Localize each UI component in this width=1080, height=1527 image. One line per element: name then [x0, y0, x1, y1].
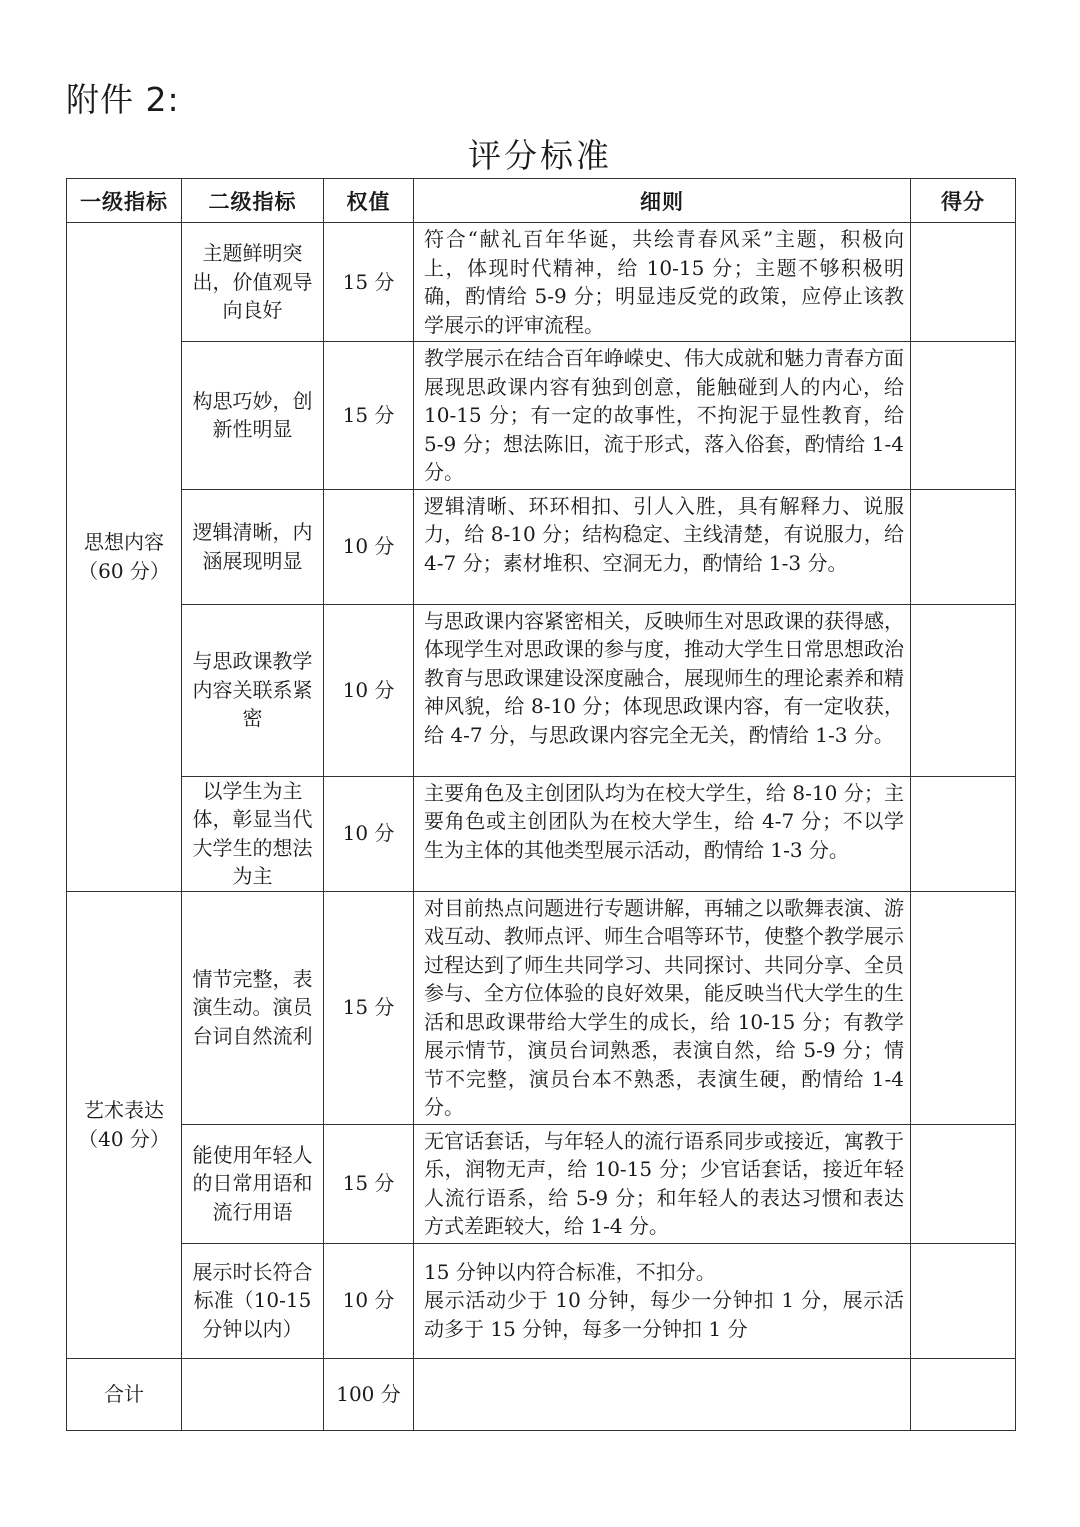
weight-cell: 15 分 [324, 223, 414, 342]
attachment-label: 附件 2: [66, 80, 180, 119]
weight-cell: 10 分 [324, 604, 414, 776]
indicator-cell: 与思政课教学内容关联系紧密 [182, 604, 324, 776]
scoring-table [66, 178, 1016, 1431]
detail-line: 15 分钟以内符合标准，不扣分。 [424, 1259, 716, 1284]
score-cell[interactable] [911, 223, 1016, 342]
header-detail: 细则 [414, 179, 911, 223]
table-row [67, 604, 1016, 776]
detail-cell: 无官话套话，与年轻人的流行语系同步或接近，寓教于乐，润物无声，给 10-15 分；少官话套话，接近年轻人流行语系，给 5-9 分；和年轻人的表达习惯和表达方式差距较大，给 1-4 分。 [414, 1124, 911, 1243]
header-level1: 一级指标 [67, 179, 182, 223]
score-cell[interactable] [911, 604, 1016, 776]
indicator-cell: 构思巧妙，创新性明显 [182, 342, 324, 490]
detail-line: 展示活动少于 10 分钟，每少一分钟扣 1 分，展示活动多于 15 分钟，每多一分钟扣 1 分 [424, 1288, 904, 1341]
weight-cell: 10 分 [324, 776, 414, 891]
header-level2: 二级指标 [182, 179, 324, 223]
total-detail-cell [414, 1358, 911, 1430]
table-row [67, 1243, 1016, 1358]
score-cell[interactable] [911, 776, 1016, 891]
detail-cell: 教学展示在结合百年峥嵘史、伟大成就和魅力青春方面展现思政课内容有独到创意，能触碰到人的内心，给 10-15 分；有一定的故事性，不拘泥于显性教育，给 5-9 分；想法陈旧，流于形式，落入俗套，酌情给 1-4 分。 [414, 342, 911, 490]
level1-cell [67, 223, 182, 892]
total-row [67, 1358, 1016, 1430]
score-cell[interactable] [911, 891, 1016, 1124]
detail-cell: 与思政课内容紧密相关，反映师生对思政课的获得感，体现学生对思政课的参与度，推动大学生日常思想政治教育与思政课建设深度融合，展现师生的理论素养和精神风貌，给 8-10 分；体现思政课内容，有一定收获，给 4-7 分，与思政课内容完全无关，酌情给 1-3 分。 [414, 604, 911, 776]
detail-cell: 主要角色及主创团队均为在校大学生，给 8-10 分；主要角色或主创团队为在校大学生，给 4-7 分；不以学生为主体的其他类型展示活动，酌情给 1-3 分。 [414, 776, 911, 891]
indicator-cell: 情节完整，表演生动。演员台词自然流利 [182, 891, 324, 1124]
total-indicator-cell [182, 1358, 324, 1430]
score-cell[interactable] [911, 1243, 1016, 1358]
indicator-cell: 展示时长符合标准（10-15 分钟以内） [182, 1243, 324, 1358]
table-row [67, 223, 1016, 342]
level1-name: 思想内容 [84, 530, 164, 555]
weight-cell: 15 分 [324, 1124, 414, 1243]
level1-cell [67, 891, 182, 1358]
indicator-cell: 能使用年轻人的日常用语和流行用语 [182, 1124, 324, 1243]
detail-cell [414, 1243, 911, 1358]
level1-subtotal: （60 分） [78, 558, 170, 583]
total-label: 合计 [67, 1358, 182, 1430]
total-score-cell[interactable] [911, 1358, 1016, 1430]
document-title: 评分标准 [468, 136, 612, 175]
weight-cell: 10 分 [324, 489, 414, 604]
table-row [67, 776, 1016, 891]
weight-cell: 10 分 [324, 1243, 414, 1358]
total-weight: 100 分 [324, 1358, 414, 1430]
level1-subtotal: （40 分） [78, 1126, 170, 1151]
indicator-cell: 逻辑清晰，内涵展现明显 [182, 489, 324, 604]
table-header-row [67, 179, 1016, 223]
weight-cell: 15 分 [324, 342, 414, 490]
indicator-cell: 以学生为主体，彰显当代大学生的想法为主 [182, 776, 324, 891]
detail-cell: 对目前热点问题进行专题讲解，再辅之以歌舞表演、游戏互动、教师点评、师生合唱等环节，使整个教学展示过程达到了师生共同学习、共同探讨、共同分享、全员参与、全方位体验的良好效果，能反映当代大学生的生活和思政课带给大学生的成长，给 10-15 分；有教学展示情节，演员台词熟悉，表演自然，给 5-9 分；情节不完整，演员台本不熟悉，表演生硬，酌情给 1-4 分。 [414, 891, 911, 1124]
score-cell[interactable] [911, 342, 1016, 490]
indicator-cell: 主题鲜明突出，价值观导向良好 [182, 223, 324, 342]
table-row [67, 489, 1016, 604]
score-cell[interactable] [911, 1124, 1016, 1243]
score-cell[interactable] [911, 489, 1016, 604]
table-row [67, 891, 1016, 1124]
header-weight: 权值 [324, 179, 414, 223]
level1-name: 艺术表达 [84, 1098, 164, 1122]
table-row [67, 1124, 1016, 1243]
detail-cell: 逻辑清晰、环环相扣、引人入胜，具有解释力、说服力，给 8-10 分；结构稳定、主线清楚，有说服力，给 4-7 分；素材堆积、空洞无力，酌情给 1-3 分。 [414, 489, 911, 604]
weight-cell: 15 分 [324, 891, 414, 1124]
detail-cell: 符合“献礼百年华诞，共绘青春风采”主题，积极向上，体现时代精神，给 10-15 分；主题不够积极明确，酌情给 5-9 分；明显违反党的政策，应停止该教学展示的评审流程。 [414, 223, 911, 342]
table-row [67, 342, 1016, 490]
header-score: 得分 [911, 179, 1016, 223]
